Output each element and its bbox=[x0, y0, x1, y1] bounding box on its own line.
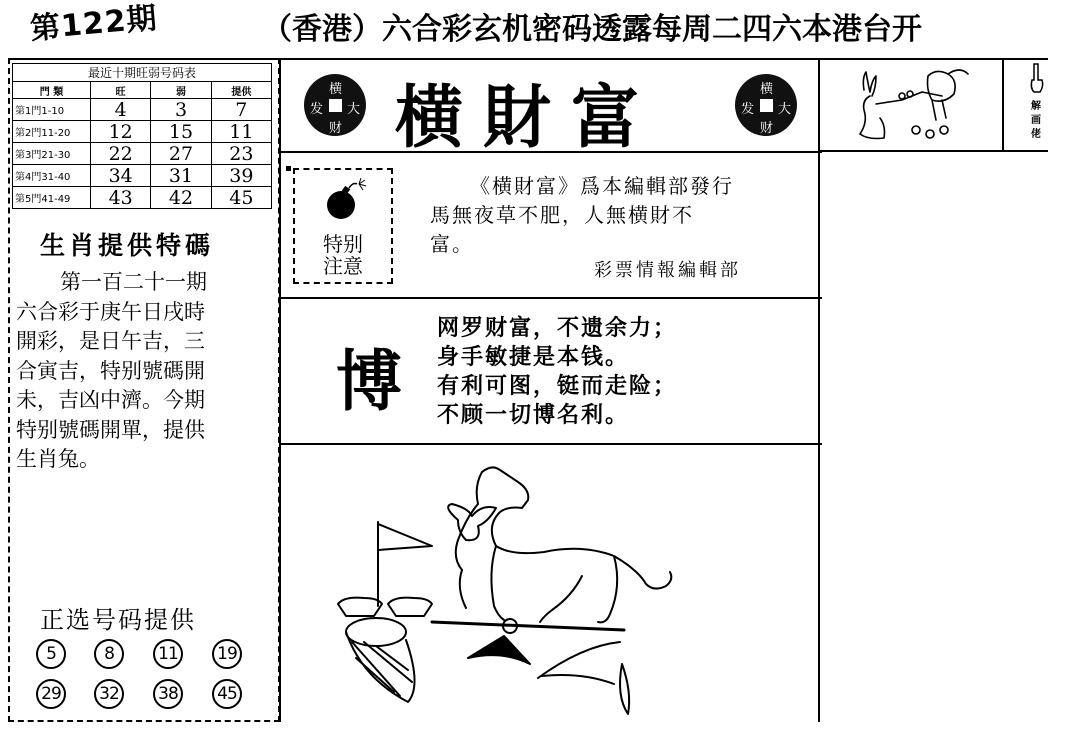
zodiac-line: 六合彩于庚午日戌時 bbox=[16, 299, 205, 324]
issue-label: 第122期 bbox=[28, 0, 159, 47]
table-row bbox=[13, 99, 272, 121]
mid-divider-3 bbox=[279, 443, 822, 445]
explain-label bbox=[1028, 100, 1044, 142]
value-cell: 27 bbox=[151, 143, 211, 165]
right-strip-divider bbox=[1002, 58, 1004, 152]
table-row bbox=[13, 165, 272, 187]
notice-label-line: 注意 bbox=[323, 254, 363, 278]
period-cell: 第5門41-49 bbox=[13, 187, 91, 209]
value-cell: 7 bbox=[211, 99, 271, 121]
pointing-hand-icon bbox=[1026, 62, 1046, 96]
period-cell: 第4門31-40 bbox=[13, 165, 91, 187]
poem-line: 网罗财富，不遗余力； bbox=[437, 316, 678, 341]
intro-line: 富。 bbox=[430, 232, 474, 256]
coin-char-left: 发 bbox=[310, 102, 324, 117]
coin-char-top: 横 bbox=[329, 82, 343, 97]
value-cell: 42 bbox=[151, 187, 211, 209]
coin-char-left: 发 bbox=[741, 102, 755, 117]
bomb-icon bbox=[323, 178, 367, 222]
mid-divider-2 bbox=[279, 297, 822, 299]
poem-line: 不顾一切博名利。 bbox=[437, 403, 630, 428]
value-cell: 31 bbox=[151, 165, 211, 187]
pick-number: 45 bbox=[212, 679, 242, 709]
zodiac-text bbox=[16, 268, 272, 475]
zodiac-line: 特别號碼開單，提供 bbox=[16, 417, 205, 442]
stats-col-header: 門 類 bbox=[13, 82, 91, 99]
stats-col-header: 弱 bbox=[151, 82, 211, 99]
zodiac-line: 未，吉凶中濟。今期 bbox=[16, 388, 205, 412]
value-cell: 3 bbox=[151, 99, 211, 121]
intro-line: 馬無夜草不肥，人無横財不 bbox=[430, 203, 694, 227]
intro-text bbox=[430, 172, 800, 259]
coin-char-bottom: 财 bbox=[329, 121, 343, 136]
pick-number: 8 bbox=[94, 639, 124, 669]
value-cell: 39 bbox=[211, 165, 271, 187]
stats-table bbox=[12, 63, 272, 209]
zodiac-line: 第一百二十一期 bbox=[60, 270, 207, 294]
zodiac-line: 生肖兔。 bbox=[16, 447, 100, 471]
coin-char-bottom: 财 bbox=[760, 121, 774, 136]
intro-line: 《横財富》爲本編輯部發行 bbox=[470, 174, 734, 198]
table-row bbox=[13, 187, 272, 209]
header-title: （香港）六合彩玄机密码透露每周二四六本港台开 bbox=[262, 12, 922, 47]
zodiac-line: 開彩，是日午吉，三 bbox=[16, 329, 205, 353]
value-cell: 22 bbox=[91, 143, 151, 165]
value-cell: 34 bbox=[91, 165, 151, 187]
zodiac-line: 合寅吉，特别號碼開 bbox=[16, 358, 205, 383]
coin-char-right: 大 bbox=[347, 102, 361, 117]
page-header bbox=[0, 0, 1080, 52]
poem-line: 有利可图，铤而走险； bbox=[437, 374, 678, 399]
explain-char: 画 bbox=[1031, 115, 1041, 126]
stats-table-caption: 最近十期旺弱号码表 bbox=[13, 64, 272, 82]
pick-number: 38 bbox=[153, 679, 183, 709]
table-row bbox=[13, 143, 272, 165]
explain-char: 解 bbox=[1031, 101, 1041, 112]
value-cell: 12 bbox=[91, 121, 151, 143]
explain-char: 佬 bbox=[1031, 129, 1041, 140]
rabbit-and-bird-icon bbox=[832, 60, 992, 150]
pick-number: 5 bbox=[36, 639, 66, 669]
value-cell: 4 bbox=[91, 99, 151, 121]
notice-label-line: 特别 bbox=[323, 232, 363, 256]
horse-with-net-icon bbox=[282, 446, 818, 722]
coin-icon bbox=[304, 74, 366, 136]
pick-number: 32 bbox=[94, 679, 124, 709]
corner-mark bbox=[286, 166, 291, 171]
value-cell: 45 bbox=[211, 187, 271, 209]
zodiac-heading: 生肖提供特碼 bbox=[40, 231, 215, 260]
pick-number: 11 bbox=[153, 639, 183, 669]
main-title: 横財富 bbox=[395, 78, 660, 158]
value-cell: 43 bbox=[91, 187, 151, 209]
period-cell: 第1門1-10 bbox=[13, 99, 91, 121]
stats-col-header: 提供 bbox=[211, 82, 271, 99]
poem-big-char: 博 bbox=[336, 342, 402, 420]
coin-icon bbox=[735, 74, 797, 136]
mid-top-divider bbox=[279, 58, 822, 60]
table-row bbox=[13, 121, 272, 143]
pick-number: 19 bbox=[212, 639, 242, 669]
coin-char-right: 大 bbox=[778, 102, 792, 117]
period-cell: 第3門21-30 bbox=[13, 143, 91, 165]
stats-col-header: 旺 bbox=[91, 82, 151, 99]
poem bbox=[437, 314, 677, 430]
value-cell: 23 bbox=[211, 143, 271, 165]
pick-number: 29 bbox=[36, 679, 66, 709]
picks-heading: 正选号码提供 bbox=[40, 606, 196, 634]
editor-credit: 彩票情報編輯部 bbox=[594, 260, 741, 281]
poem-line: 身手敏捷是本钱。 bbox=[437, 345, 630, 370]
notice-label bbox=[300, 233, 386, 277]
period-cell: 第2門11-20 bbox=[13, 121, 91, 143]
coin-char-top: 横 bbox=[760, 82, 774, 97]
value-cell: 15 bbox=[151, 121, 211, 143]
value-cell: 11 bbox=[211, 121, 271, 143]
